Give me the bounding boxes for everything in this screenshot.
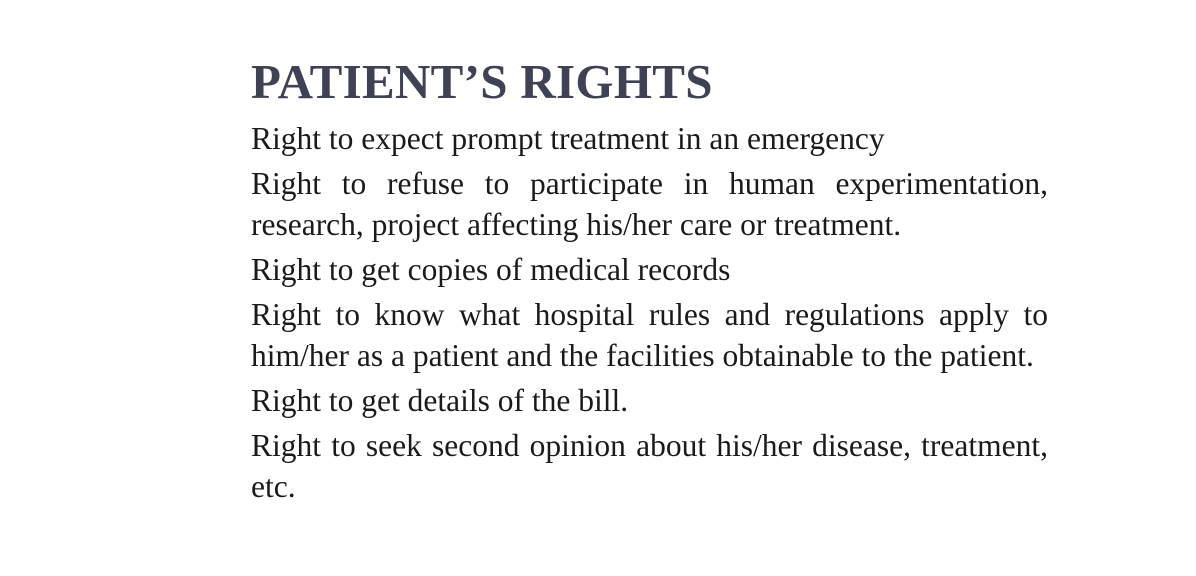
right-item-medical-records: Right to get copies of medical records [251, 252, 731, 287]
right-item-hospital-rules: Right to know what hospital rules and regulations apply to him/her as a patient and the facilities obtainable to the patient. [251, 297, 1048, 373]
rights-list [251, 118, 1048, 507]
right-item-refuse-experimentation: Right to refuse to participate in human experimentation, research, project affecting his/her care or treatment. [251, 166, 1048, 242]
content-area [251, 52, 1048, 511]
right-item-bill-details: Right to get details of the bill. [251, 383, 629, 418]
page-title: PATIENT’S RIGHTS [251, 54, 713, 109]
right-item-second-opinion: Right to seek second opinion about his/her disease, treatment, etc. [251, 428, 1048, 504]
right-item-emergency-treatment: Right to expect prompt treatment in an emergency [251, 121, 885, 156]
